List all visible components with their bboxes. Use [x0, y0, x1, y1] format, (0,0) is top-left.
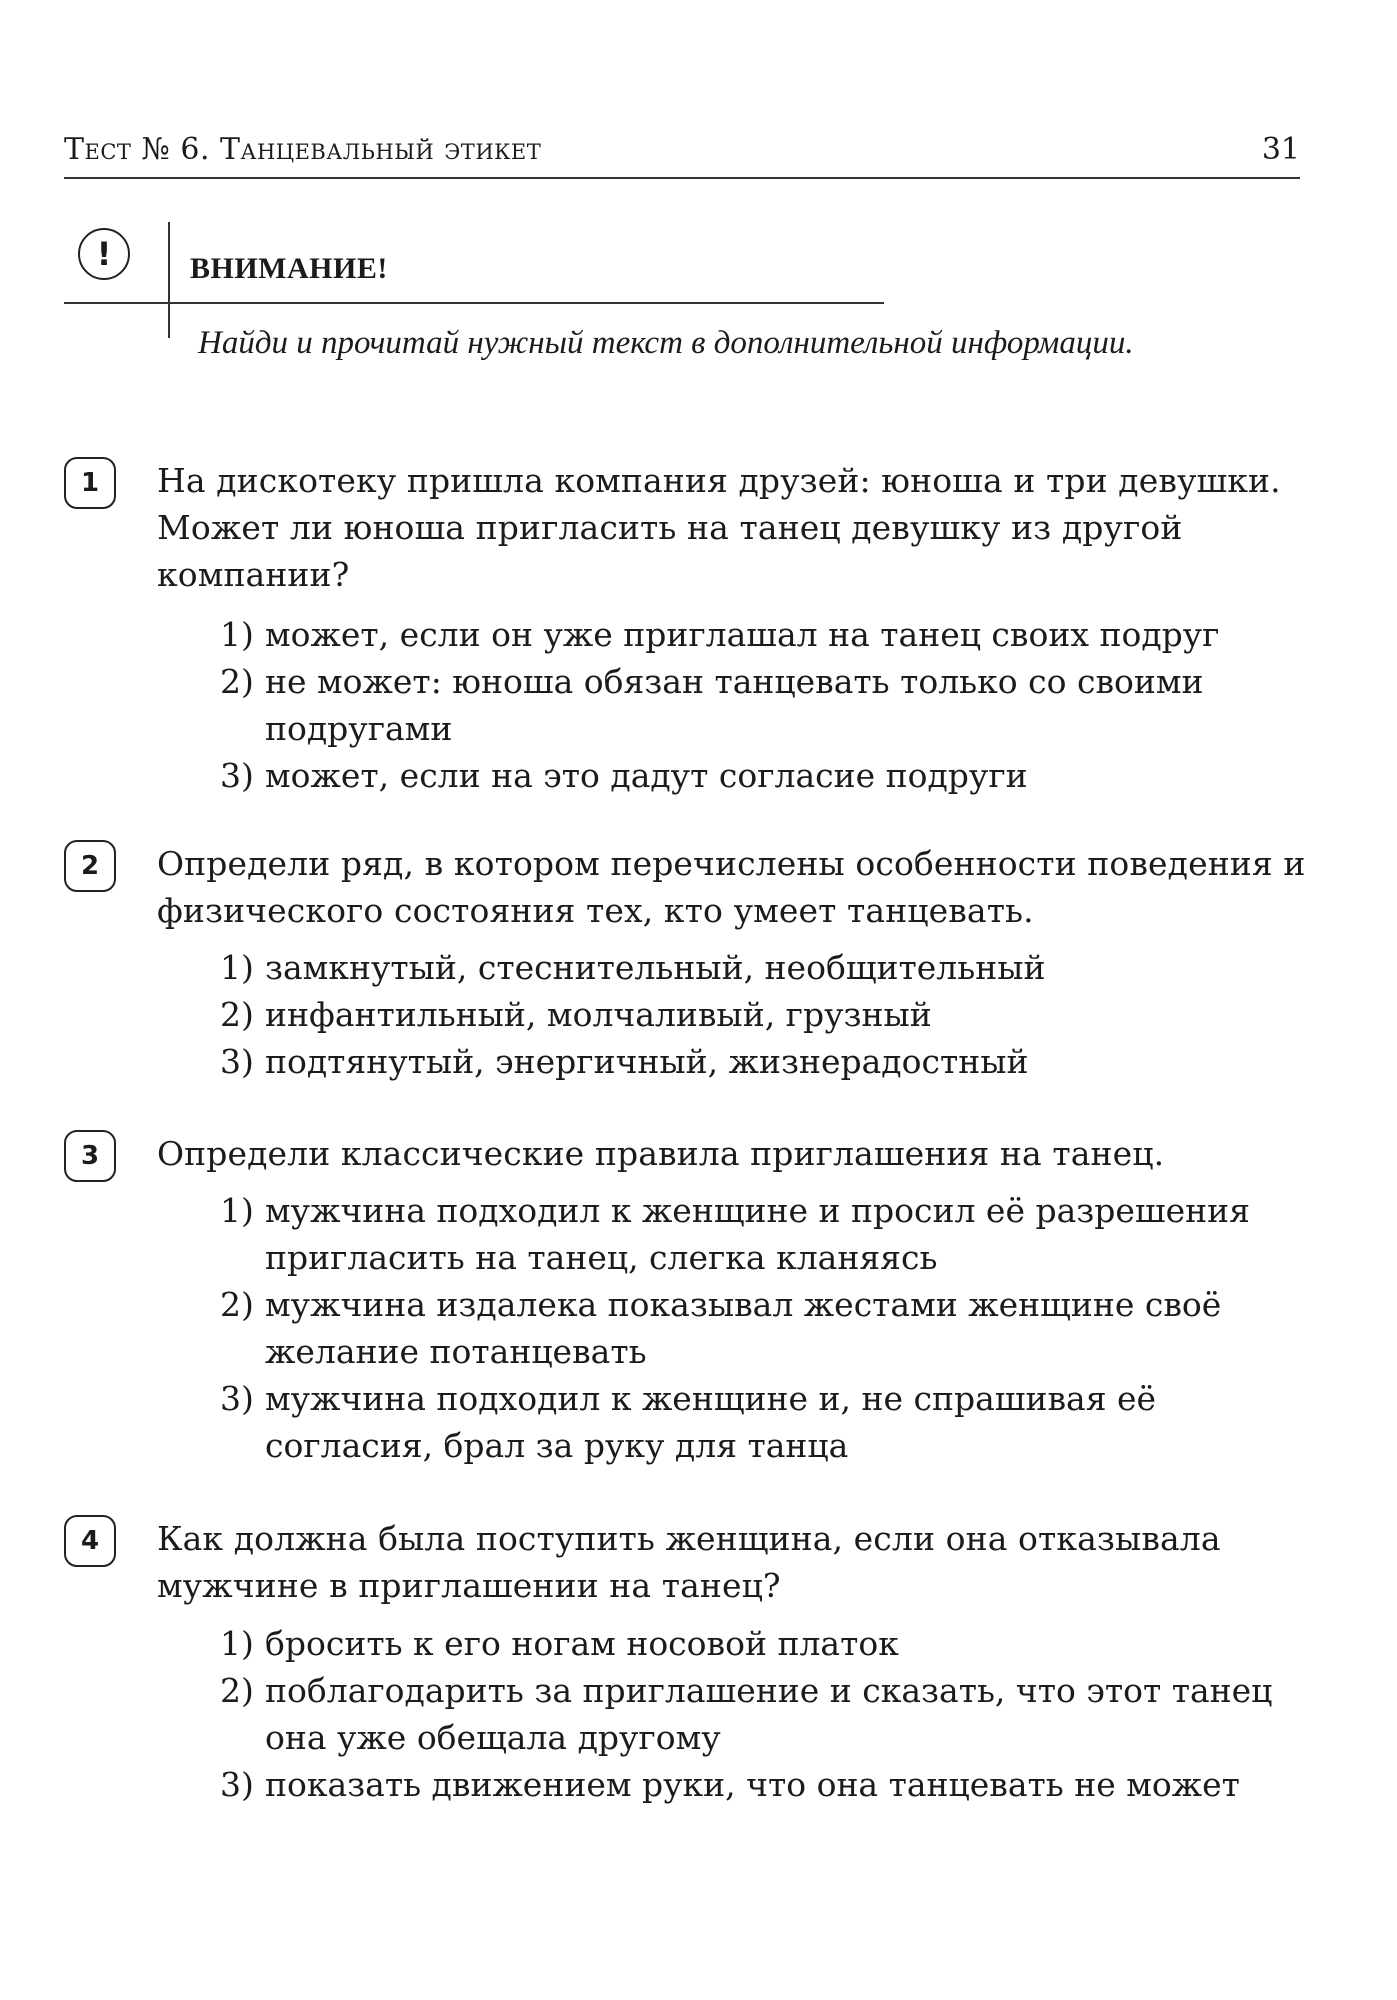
answer-number: 3)	[220, 1379, 254, 1418]
answer-option	[220, 1620, 1320, 1667]
answer-text: мужчина издалека показывал жестами женщине своё желание потанцевать	[265, 1285, 1222, 1371]
test-title: Тест № 6. Танцевальный этикет	[64, 132, 542, 167]
answer-text: замкнутый, стеснительный, необщительный	[265, 948, 1046, 987]
answer-number: 1)	[220, 615, 254, 654]
attention-heading: ВНИМАНИЕ!	[190, 252, 388, 285]
page-number: 31	[1261, 132, 1300, 167]
answer-number: 2)	[220, 1671, 254, 1710]
question-number-badge: 4	[64, 1515, 116, 1567]
answer-text: поблагодарить за приглашение и сказать, что этот танец она уже обещала другому	[265, 1671, 1273, 1757]
attention-horizontal-divider	[64, 302, 884, 304]
answer-text: показать движением руки, что она танцевать не может	[265, 1765, 1240, 1804]
question-text: Определи классические правила приглашения на танец.	[157, 1134, 1165, 1173]
answer-option	[220, 944, 1320, 991]
answer-list	[220, 1620, 1320, 1808]
question-number-badge: 1	[64, 457, 116, 509]
answer-number: 1)	[220, 1191, 254, 1230]
answer-text: может, если на это дадут согласие подруги	[265, 756, 1028, 795]
answer-option	[220, 752, 1320, 799]
answer-option	[220, 1187, 1320, 1281]
answer-number: 1)	[220, 1624, 254, 1663]
question-number-badge: 2	[64, 840, 116, 892]
answer-list	[220, 611, 1320, 799]
answer-list	[220, 944, 1320, 1085]
answer-option	[220, 658, 1320, 752]
exclamation-circle-icon	[78, 228, 130, 280]
answer-number: 2)	[220, 995, 254, 1034]
answer-text: бросить к его ногам носовой платок	[265, 1624, 899, 1663]
answer-text: может, если он уже приглашал на танец своих подруг	[265, 615, 1220, 654]
question-number-badge: 3	[64, 1130, 116, 1182]
question-text: Как должна была поступить женщина, если она отказывала мужчине в приглашении на танец?	[157, 1519, 1221, 1605]
page-header	[64, 132, 1300, 178]
answer-list	[220, 1187, 1320, 1469]
answer-option	[220, 1281, 1320, 1375]
answer-option	[220, 1375, 1320, 1469]
answer-number: 2)	[220, 662, 254, 701]
answer-number: 3)	[220, 756, 254, 795]
answer-text: мужчина подходил к женщине и просил её разрешения пригласить на танец, слегка кланяясь	[265, 1191, 1250, 1277]
answer-number: 3)	[220, 1765, 254, 1804]
attention-instruction: Найди и прочитай нужный текст в дополнительной информации.	[198, 325, 1134, 361]
answer-number: 2)	[220, 1285, 254, 1324]
answer-option	[220, 991, 1320, 1038]
answer-option	[220, 1667, 1320, 1761]
answer-option	[220, 1761, 1320, 1808]
question-text: На дискотеку пришла компания друзей: юноша и три девушки. Может ли юноша пригласить на танец девушку из другой компании?	[157, 461, 1281, 594]
answer-text: инфантильный, молчаливый, грузный	[265, 995, 932, 1034]
answer-number: 3)	[220, 1042, 254, 1081]
question-text: Определи ряд, в котором перечислены особенности поведения и физического состояния тех, кто умеет танцевать.	[157, 844, 1306, 930]
header-divider	[64, 177, 1300, 179]
answer-number: 1)	[220, 948, 254, 987]
attention-vertical-divider	[168, 222, 170, 338]
answer-text: не может: юноша обязан танцевать только со своими подругами	[265, 662, 1204, 748]
answer-option	[220, 1038, 1320, 1085]
answer-text: подтянутый, энергичный, жизнерадостный	[265, 1042, 1029, 1081]
exclamation-symbol: !	[96, 235, 112, 273]
answer-text: мужчина подходил к женщине и, не спрашивая её согласия, брал за руку для танца	[265, 1379, 1157, 1465]
answer-option	[220, 611, 1320, 658]
